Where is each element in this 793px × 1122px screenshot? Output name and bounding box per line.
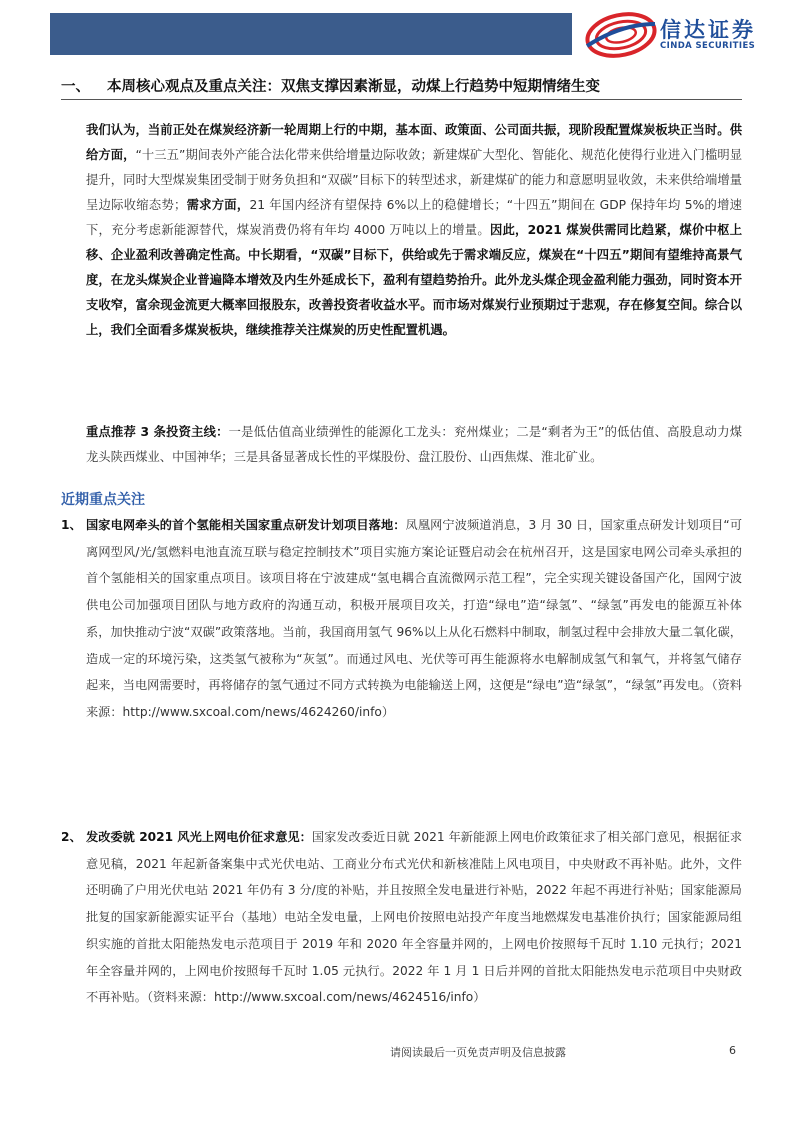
item-number: 1、 <box>61 518 82 532</box>
section-title-text: 本周核心观点及重点关注：双焦支撑因素渐显，动煤上行趋势中短期情绪生变 <box>107 79 600 95</box>
view-bold-demand: 需求方面， <box>186 198 250 212</box>
item-text: 国家发改委近日就 2021 年新能源上网电价政策征求了相关部门意见，根据征求意见稿，2021 年起新备案集中式光伏电站、工商业分布式光伏和新核准陆上风电项目，中央财政不再补贴。此外，文件还明确了户用光伏电站 2021 年仍有 3 分/度的补贴，并且按照全发电量进行补贴，2022 年起不再进行补贴；国家能源局批复的国家新能源实证平台（基地）电站全发电量，上网电价按照电站投产年度当地燃煤发电基准价执行；国家能源局组织实施的首批太阳能热发电示范项目于 2019 年和 2020 年全容量并网的，上网电价按照每千瓦时 1.10 元执行；2021 年全容量并网的，上网电价按照每千瓦时 1.05 元执行。2022 年 1 月 1 日后并网的首批太阳能热发电示范项目中央财政不再补贴。（资料来源：http://www.sxcoal.com/news/4624516/info） <box>86 830 743 1005</box>
header-banner <box>50 13 572 55</box>
view-demand-text: 21 年国内经济有望保持 6%以上的稳健增长；“十四五”期间在 GDP 保持年均 5%的增速下，充分考虑新能源替代，煤炭消费仍将有年均 4000 万吨以上的增量。 <box>86 198 742 237</box>
item-number: 2、 <box>61 830 82 844</box>
view-supply-text: “十三五”期间表外产能合法化带来供给增量边际收敛；新建煤矿大型化、智能化、规范化使得行业进入门槛明显提升，同时大型煤炭集团受制于财务负担和“双碳”目标下的转型述求，新建煤矿的能力和意愿明显收敛，未来供给端增量呈边际收缩态势； <box>86 148 742 212</box>
view-bold-conclusion: 因此，2021 煤炭供需同比趋紧，煤价中枢上移、企业盈利改善确定性高。中长期看，“双碳”目标下，供给或先于需求端反应，煤炭在“十四五”期间有望维持高景气度，在龙头煤炭企业普遍降本增效及内生外延成长下，盈利有望趋势抬升。此外龙头煤企现金盈利能力强劲，同时资本开支收窄，富余现金流更大概率回报股东，改善投资者收益水平。而市场对煤炭行业预期过于悲观，存在修复空间。综合以上，我们全面看多煤炭板块，继续推荐关注煤炭的历史性配置机遇。 <box>86 223 742 337</box>
investment-lines-paragraph <box>86 420 742 470</box>
title-divider <box>61 99 742 100</box>
item-title: 国家电网牵头的首个氢能相关国家重点研发计划项目落地： <box>86 518 406 532</box>
section-title <box>61 75 741 96</box>
view-bold-supply: 供给方面， <box>86 123 742 162</box>
recent-focus-heading: 近期重点关注 <box>61 492 145 508</box>
page-number: 6 <box>729 1044 736 1057</box>
logo-english-text: CINDA SECURITIES <box>660 41 756 51</box>
footer-disclaimer: 请阅读最后一页免责声明及信息披露 <box>390 1046 566 1059</box>
investment-lines-label: 重点推荐 3 条投资主线： <box>86 425 229 439</box>
section-number: 一、 <box>61 79 90 95</box>
item-title: 发改委就 2021 风光上网电价征求意见： <box>86 830 312 844</box>
core-view-paragraph <box>86 118 742 343</box>
item-text: 凤凰网宁波频道消息，3 月 30 日，国家重点研发计划项目“可离网型风/光/氢燃料电池直流互联与稳定控制技术”项目实施方案论证暨启动会在杭州召开，这是国家电网公司牵头承担的首个氢能相关的国家重点项目。该项目将在宁波建成“氢电耦合直流微网示范工程”，完全实现关键设备国产化，国网宁波供电公司加强项目团队与地方政府的沟通互动，积极开展项目攻关，打造“绿电”造“绿氢”、“绿氢”再发电的能源互补体系，加快推动宁波“双碳”政策落地。当前，我国商用氢气 96%以上从化石燃料中制取，制氢过程中会排放大量二氧化碳，造成一定的环境污染，这类氢气被称为“灰氢”。而通过风电、光伏等可再生能源将水电解制成氢气和氧气，并将氢气储存起来，当电网需要时，再将储存的氢气通过不同方式转换为电能输送上网，这便是“绿电”造“绿氢”，“绿氢”再发电。（资料来源：http://www.sxcoal.com/news/4624260/info） <box>86 518 743 719</box>
logo-chinese-text: 信达证券 <box>660 18 756 42</box>
view-bold-intro: 我们认为，当前正处在煤炭经济新一轮周期上行的中期，基本面、政策面、公司面共振，现阶段配置煤炭板块正当时。 <box>86 123 730 137</box>
investment-lines-text: 一是低估值高业绩弹性的能源化工龙头：兖州煤业；二是“剩者为王”的低估值、高股息动力煤龙头陕西煤业、中国神华；三是具备显著成长性的平煤股份、盘江股份、山西焦煤、淮北矿业。 <box>86 425 743 464</box>
list-item <box>61 512 742 726</box>
list-item <box>61 824 742 1011</box>
